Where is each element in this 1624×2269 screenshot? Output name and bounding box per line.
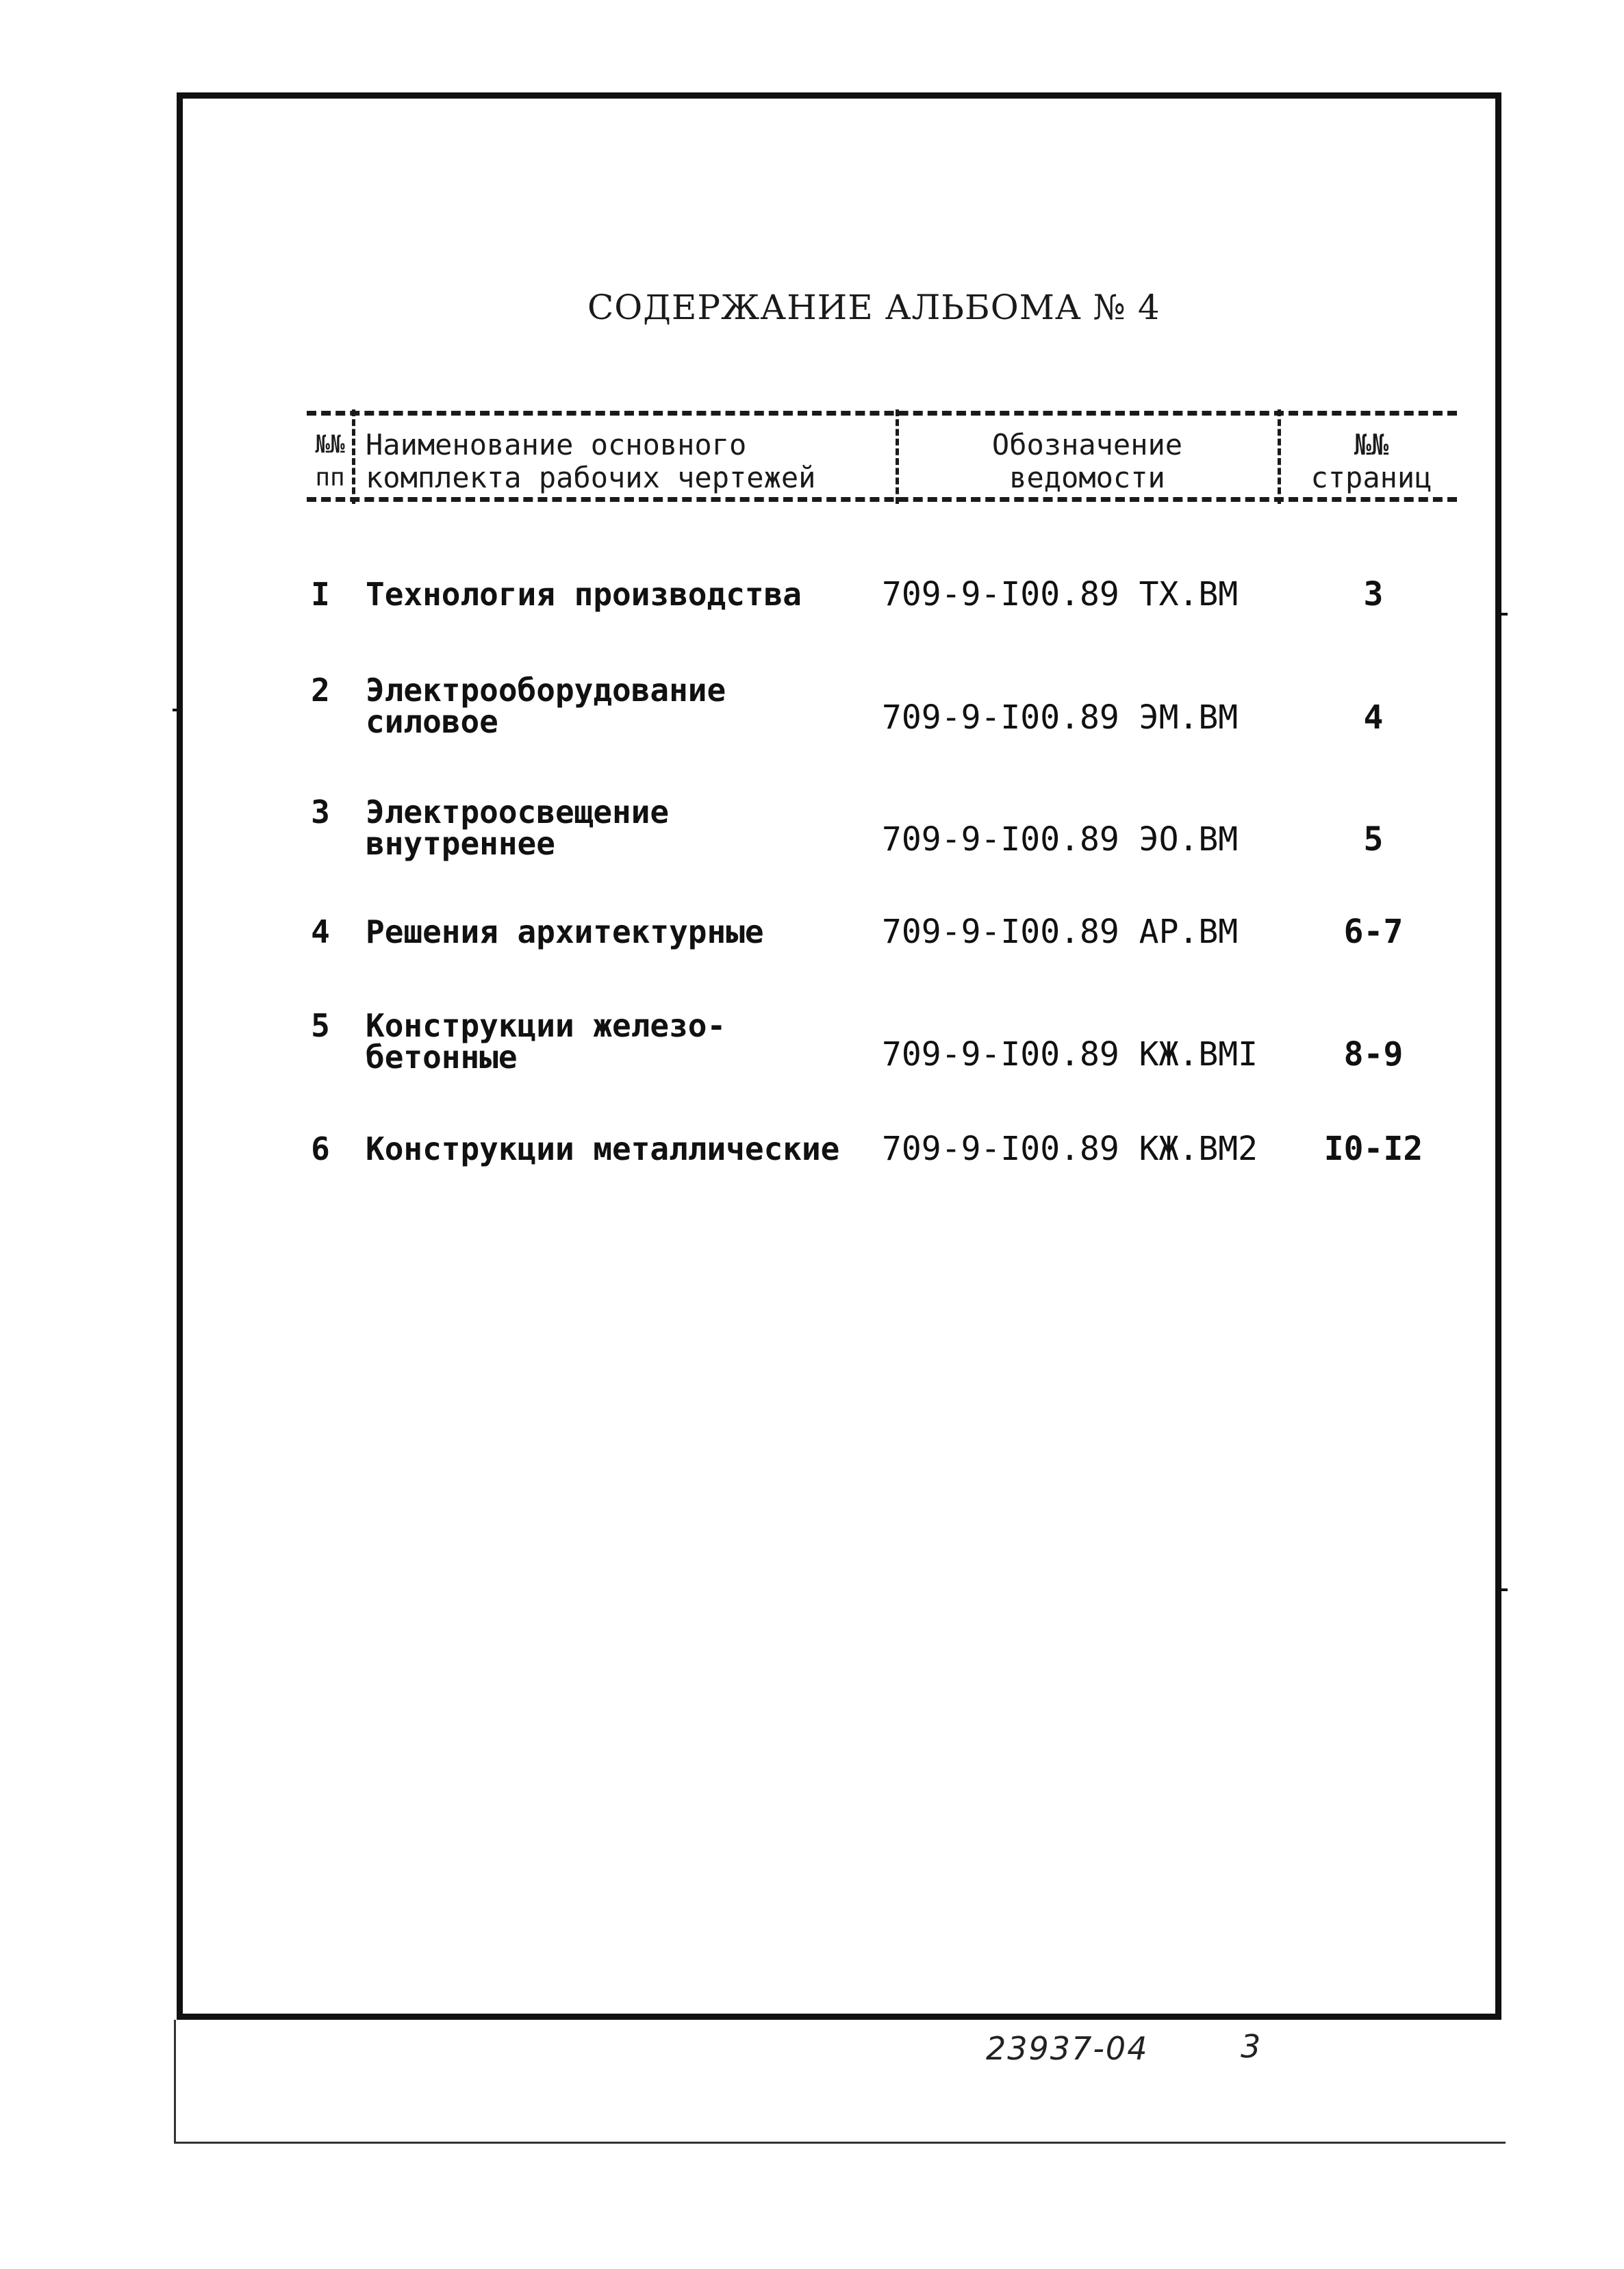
row-designation: 709-9-I00.89 ТХ.ВМ bbox=[882, 575, 1239, 613]
row-designation: 709-9-I00.89 КЖ.ВМI bbox=[882, 1035, 1258, 1074]
page-title: СОДЕРЖАНИЕ АЛЬБОМА № 4 bbox=[587, 288, 1160, 327]
frame-tick-mark bbox=[173, 709, 181, 711]
row-designation: 709-9-I00.89 ЭМ.ВМ bbox=[882, 698, 1239, 737]
row-name: Конструкции металлические bbox=[366, 1130, 840, 1167]
row-num: 5 bbox=[311, 1007, 330, 1044]
row-num: 2 bbox=[311, 672, 330, 709]
header-name: Наименование основного комплекта рабочих чертежей bbox=[366, 428, 816, 494]
header-column-divider bbox=[1278, 409, 1281, 504]
row-pages: 4 bbox=[1363, 698, 1384, 737]
row-pages: 3 bbox=[1363, 575, 1384, 613]
row-pages: I0-I2 bbox=[1323, 1130, 1423, 1168]
header-pages: №№ страниц bbox=[1310, 428, 1432, 494]
header-bottom-rule bbox=[307, 497, 1457, 502]
header-column-divider bbox=[352, 409, 355, 504]
table-header bbox=[307, 409, 1457, 504]
row-pages: 5 bbox=[1363, 820, 1384, 859]
frame-tick-mark bbox=[1498, 613, 1508, 616]
header-column-divider bbox=[896, 409, 899, 504]
row-designation: 709-9-I00.89 КЖ.ВМ2 bbox=[882, 1130, 1258, 1168]
row-pages: 8-9 bbox=[1343, 1035, 1404, 1074]
row-num: I bbox=[311, 576, 330, 613]
row-name: Электрооборудование силовое bbox=[366, 672, 726, 740]
row-name: Конструкции железо- бетонные bbox=[366, 1007, 726, 1076]
header-designation: Обозначение ведомости bbox=[991, 428, 1183, 494]
row-pages: 6-7 bbox=[1343, 913, 1404, 951]
row-designation: 709-9-I00.89 АР.ВМ bbox=[882, 913, 1239, 951]
row-num: 6 bbox=[311, 1130, 330, 1167]
row-name: Технология производства bbox=[366, 576, 802, 613]
document-code: 23937-04 bbox=[986, 2030, 1149, 2067]
page-number: 3 bbox=[1241, 2028, 1261, 2065]
row-designation: 709-9-I00.89 ЭО.ВМ bbox=[882, 820, 1239, 859]
header-num: №№ пп bbox=[315, 431, 345, 492]
row-num: 4 bbox=[311, 913, 330, 950]
header-top-rule bbox=[307, 411, 1457, 416]
stamp-border bbox=[174, 2142, 1506, 2144]
stamp-border bbox=[174, 2020, 176, 2143]
frame-tick-mark bbox=[1498, 1588, 1508, 1591]
row-num: 3 bbox=[311, 794, 330, 831]
row-name: Электроосвещение внутреннее bbox=[366, 794, 670, 862]
row-name: Решения архитектурные bbox=[366, 913, 764, 950]
